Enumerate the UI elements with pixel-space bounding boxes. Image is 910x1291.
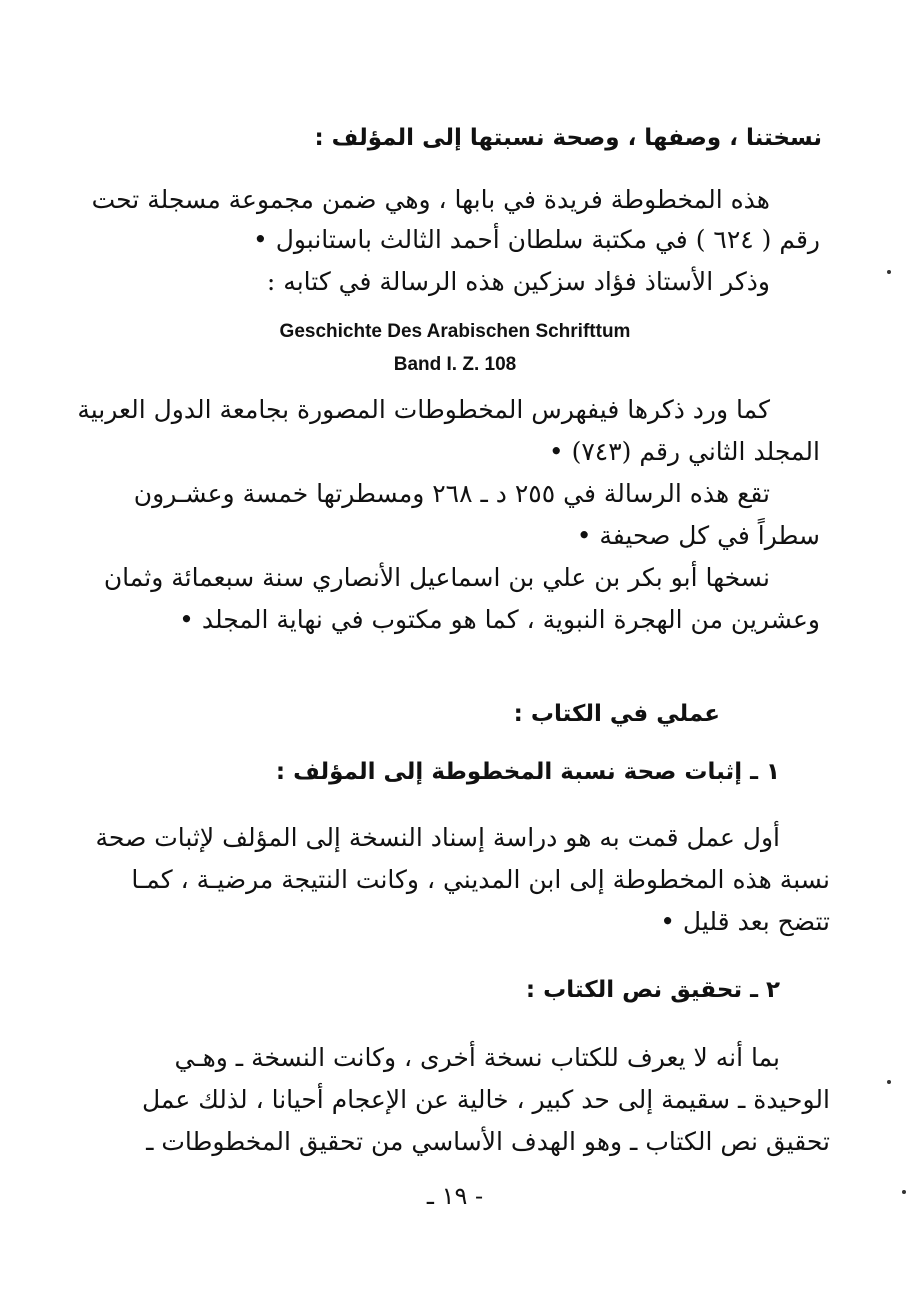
paragraph-line: أول عمل قمت به هو دراسة إسناد النسخة إلى المؤلف لإثبات صحة xyxy=(95,823,780,852)
paragraph-line: الوحيدة ـ سقيمة إلى حد كبير ، خالية عن الإعجام أحيانا ، لذلك عمل xyxy=(141,1085,830,1114)
paragraph-line: تحقيق نص الكتاب ـ وهو الهدف الأساسي من تحقيق المخطوطات ـ xyxy=(146,1127,830,1156)
paragraph-line: وعشرين من الهجرة النبوية ، كما هو مكتوب في نهاية المجلد • xyxy=(179,605,820,634)
paragraph-line: كما ورد ذكرها فيفهرس المخطوطات المصورة بجامعة الدول العربية xyxy=(77,395,770,424)
section-heading-manuscript: نسختنا ، وصفها ، وصحة نسبتها إلى المؤلف : xyxy=(314,125,822,151)
subsection-heading-attribution: ١ ـ إثبات صحة نسبة المخطوطة إلى المؤلف : xyxy=(275,759,780,785)
margin-speck xyxy=(902,1190,906,1194)
paragraph-line: رقم ( ٦٢٤ ) في مكتبة سلطان أحمد الثالث باستانبول • xyxy=(253,225,820,254)
margin-speck xyxy=(887,270,891,274)
paragraph-line: هذه المخطوطة فريدة في بابها ، وهي ضمن مجموعة مسجلة تحت xyxy=(91,185,770,214)
page-number: - ١٩ ـ xyxy=(426,1182,484,1210)
paragraph-line: نسبة هذه المخطوطة إلى ابن المديني ، وكانت النتيجة مرضيـة ، كمـا xyxy=(131,865,830,894)
margin-speck xyxy=(887,1080,891,1084)
paragraph-line: المجلد الثاني رقم (٧٤٣) • xyxy=(548,437,820,466)
paragraph-line: تتضح بعد قليل • xyxy=(660,907,830,936)
paragraph-line: تقع هذه الرسالة في ٢٥٥ د ـ ٢٦٨ ومسطرتها خمسة وعشـرون xyxy=(133,479,770,508)
subsection-heading-text-verification: ٢ ـ تحقيق نص الكتاب : xyxy=(525,977,780,1003)
paragraph-line: سطراً في كل صحيفة • xyxy=(576,521,820,550)
paragraph-line: بما أنه لا يعرف للكتاب نسخة أخرى ، وكانت النسخة ـ وهـي xyxy=(174,1043,780,1072)
section-heading-my-work: عملي في الكتاب : xyxy=(513,701,720,727)
paragraph-line: نسخها أبو بكر بن علي بن اسماعيل الأنصاري سنة سبعمائة وثمان xyxy=(103,563,770,592)
reference-title: Geschichte Des Arabischen Schrifttum xyxy=(279,321,631,342)
reference-volume: Band I. Z. 108 xyxy=(393,354,517,375)
paragraph-line: وذكر الأستاذ فؤاد سزكين هذه الرسالة في كتابه : xyxy=(266,267,770,296)
